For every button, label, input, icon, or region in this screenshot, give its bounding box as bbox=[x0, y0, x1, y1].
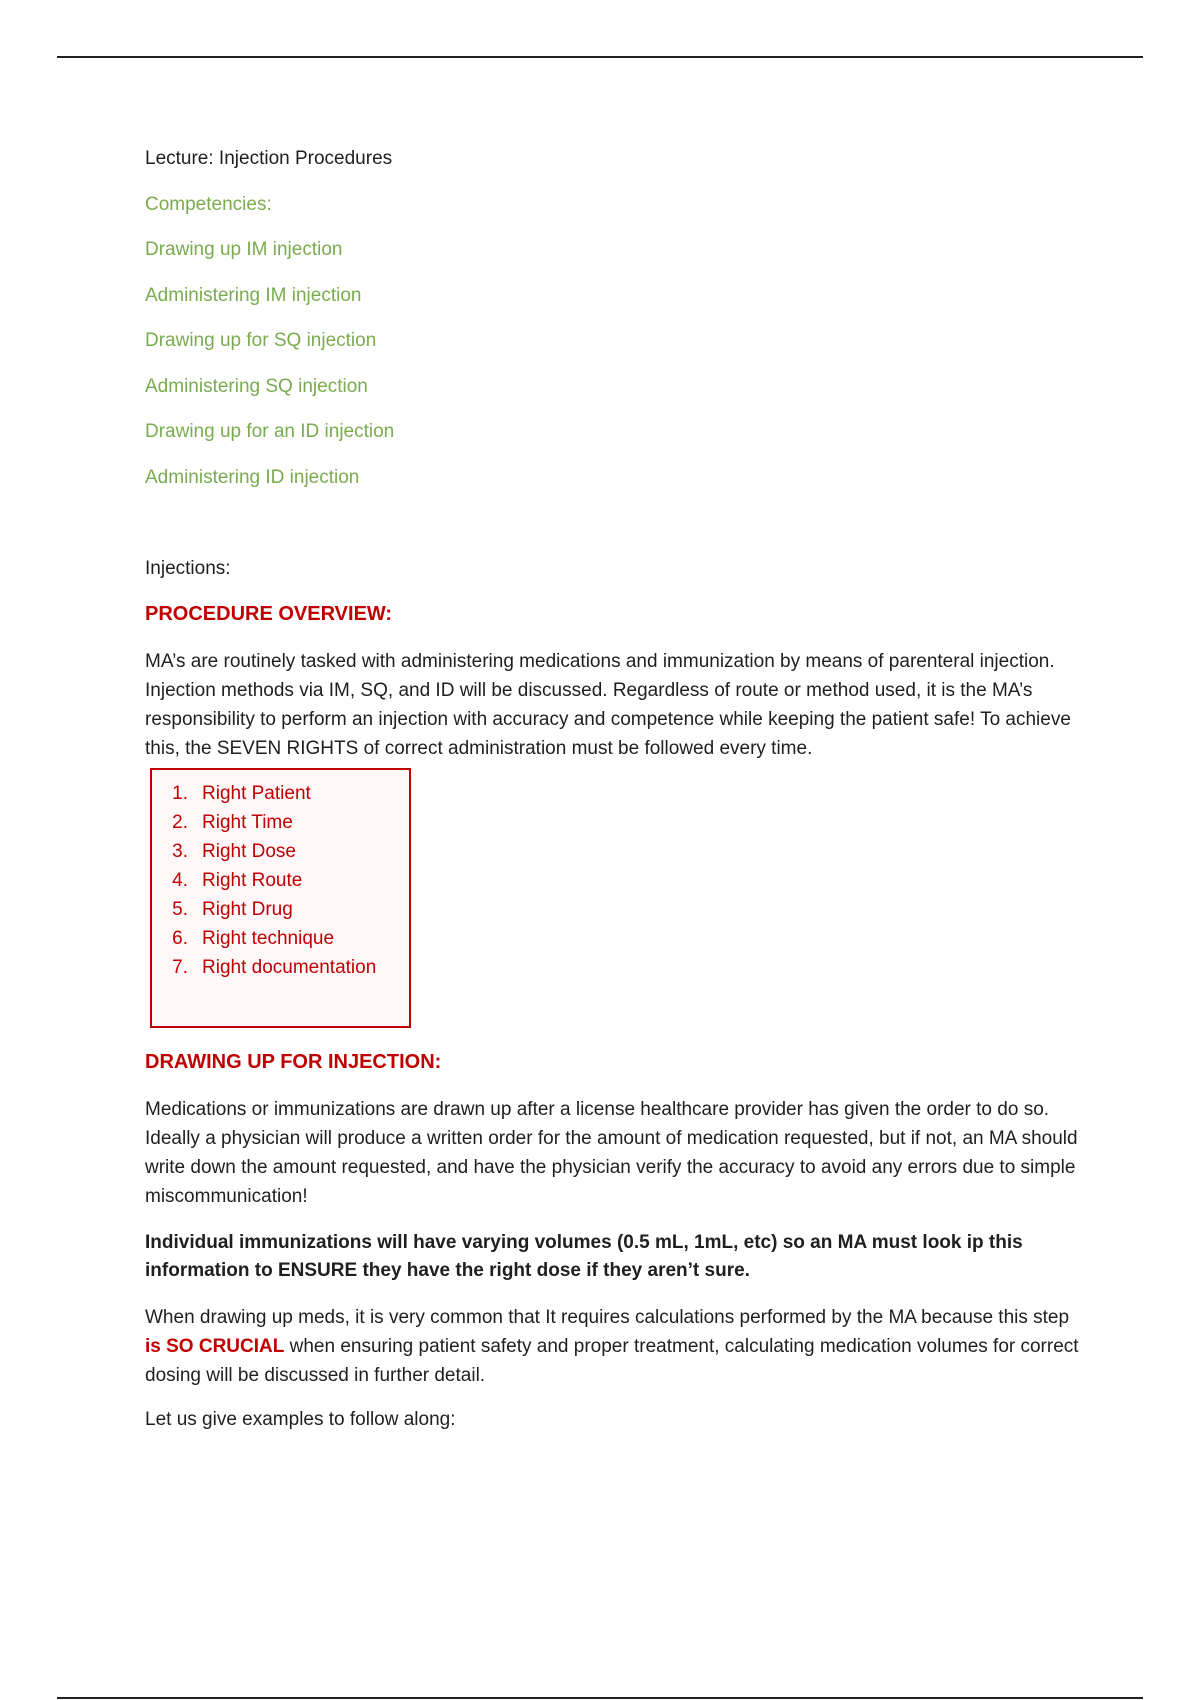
lecture-title: Lecture: Injection Procedures bbox=[145, 148, 393, 169]
right-item bbox=[152, 783, 376, 812]
calculation-text-end: when ensuring patient safety and proper treatment, calculating medication volumes for correct dosing will be discussed in further detail. bbox=[145, 1336, 1079, 1386]
seven-rights-list bbox=[152, 783, 376, 986]
right-label: Right documentation bbox=[202, 957, 377, 978]
competencies-label: Competencies: bbox=[145, 194, 272, 215]
right-number: 7. bbox=[172, 957, 188, 978]
right-number: 4. bbox=[172, 870, 188, 891]
right-number: 1. bbox=[172, 783, 188, 804]
right-label: Right technique bbox=[202, 928, 335, 949]
right-item bbox=[152, 957, 376, 986]
right-label: Right Dose bbox=[202, 841, 296, 862]
right-item bbox=[152, 841, 376, 870]
right-number: 6. bbox=[172, 928, 188, 949]
examples-intro: Let us give examples to follow along: bbox=[145, 1409, 456, 1430]
bottom-rule bbox=[57, 1697, 1143, 1699]
procedure-overview-text: MA’s are routinely tasked with administering medications and immunization by means of parenteral injection. Injection methods via IM, SQ, and ID will be discussed. Regardless of route or method used, it is the MA’s responsibility to perform an injection with accuracy and competence while keeping the patient safe! To achieve this, the SEVEN RIGHTS of correct administration must be followed every time. bbox=[145, 651, 1071, 759]
right-item bbox=[152, 870, 376, 899]
competency-item: Drawing up for SQ injection bbox=[145, 330, 377, 351]
competency-item: Drawing up for an ID injection bbox=[145, 421, 395, 442]
competency-item: Administering ID injection bbox=[145, 467, 360, 488]
right-number: 3. bbox=[172, 841, 188, 862]
competency-item: Drawing up IM injection bbox=[145, 239, 343, 260]
immunization-volume-note: Individual immunizations will have varying volumes (0.5 mL, 1mL, etc) so an MA must look ip this information to ENSURE they have the right dose if they aren’t sure. bbox=[145, 1232, 1023, 1281]
top-rule bbox=[57, 56, 1143, 58]
right-label: Right Time bbox=[202, 812, 293, 833]
calculation-paragraph bbox=[145, 1303, 1080, 1390]
procedure-overview-heading: PROCEDURE OVERVIEW: bbox=[145, 603, 393, 625]
drawing-up-paragraph: Medications or immunizations are drawn up after a license healthcare provider has given the order to do so. Ideally a physician will produce a written order for the amount of medication requested, but if not, an MA should write down the amount requested, and have the physician verify the accuracy to avoid any errors due to simple miscommunication! bbox=[145, 1099, 1078, 1207]
right-item bbox=[152, 899, 376, 928]
right-number: 5. bbox=[172, 899, 188, 920]
competency-item: Administering IM injection bbox=[145, 285, 362, 306]
right-label: Right Patient bbox=[202, 783, 311, 804]
right-label: Right Drug bbox=[202, 899, 293, 920]
right-item bbox=[152, 812, 376, 841]
seven-rights-box bbox=[150, 768, 411, 1028]
crucial-highlight: is SO CRUCIAL bbox=[145, 1336, 285, 1357]
injections-label: Injections: bbox=[145, 558, 231, 579]
right-label: Right Route bbox=[202, 870, 303, 891]
drawing-up-heading: DRAWING UP FOR INJECTION: bbox=[145, 1051, 442, 1073]
competency-item: Administering SQ injection bbox=[145, 376, 368, 397]
calculation-text-start: When drawing up meds, it is very common that It requires calculations performed by the MA because this step bbox=[145, 1307, 1070, 1328]
right-item bbox=[152, 928, 376, 957]
right-number: 2. bbox=[172, 812, 188, 833]
